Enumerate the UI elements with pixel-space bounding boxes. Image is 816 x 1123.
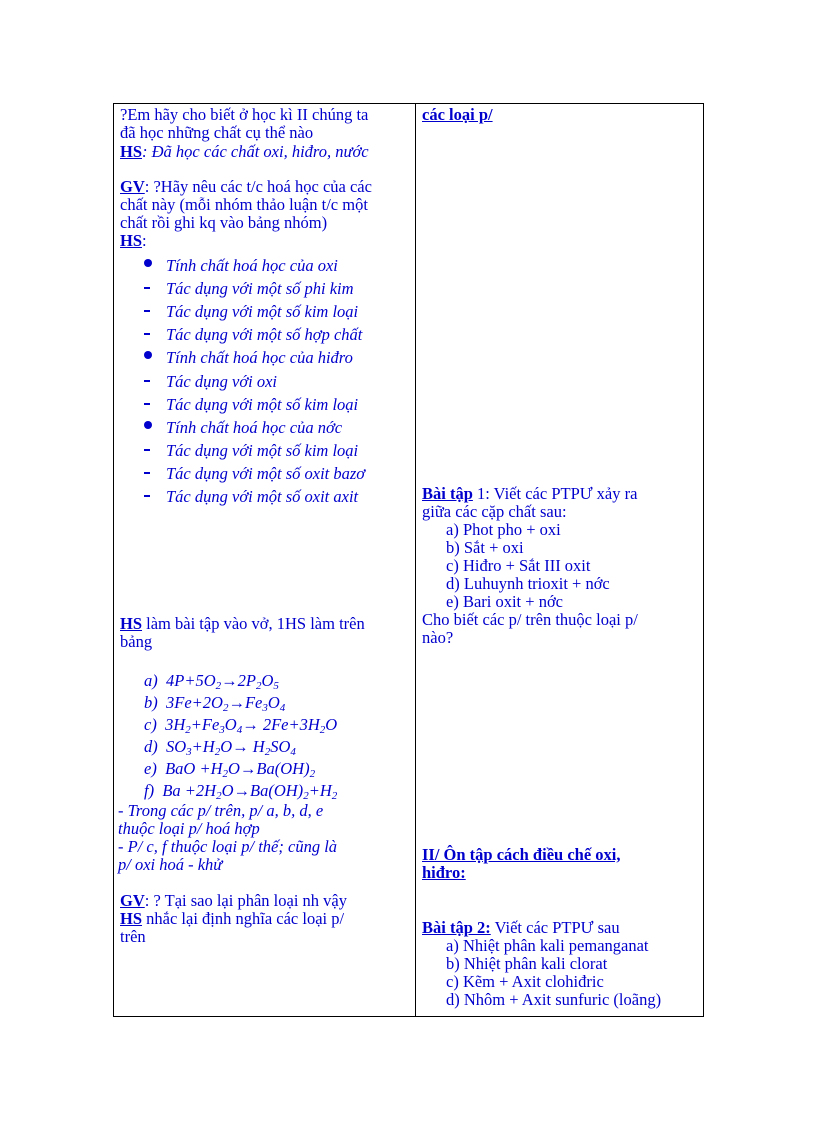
arrow-icon: → xyxy=(221,671,238,690)
list-item: a) Nhiệt phân kali pemanganat xyxy=(446,936,649,955)
column-divider xyxy=(415,103,416,1017)
list-item: Tác dụng với một số kim loại xyxy=(166,441,359,460)
gv-label: GV xyxy=(120,891,145,910)
list-item: Tác dụng với một số oxit axit xyxy=(166,487,359,506)
bullet-icon xyxy=(144,421,152,429)
list-item: Tác dụng với một số kim loại xyxy=(166,302,359,321)
gv-question-line-2: chất này (mỗi nhóm thảo luận t/c một xyxy=(120,195,368,214)
hs-work-line-1: HS làm bài tập vào vở, 1HS làm trên xyxy=(120,614,365,633)
hs-label: HS xyxy=(120,142,143,161)
dash-icon xyxy=(144,472,150,474)
dash-icon xyxy=(144,380,150,382)
dash-icon xyxy=(144,333,150,335)
summary-line-1: - Trong các p/ trên, p/ a, b, d, e xyxy=(118,801,324,820)
dash-icon xyxy=(144,310,150,312)
list-item: Tác dụng với một số oxit bazơ xyxy=(166,464,366,483)
list-item: b) Sắt + oxi xyxy=(446,538,524,557)
exercise-1-question-1: Cho biết các p/ trên thuộc loại p/ xyxy=(422,610,638,629)
arrow-icon: → xyxy=(233,781,251,800)
list-item: b) Nhiệt phân kali clorat xyxy=(446,954,608,973)
bullet-icon xyxy=(144,259,152,267)
gv-question-line-1: GV: ?Hãy nêu các t/c hoá học của các xyxy=(120,177,372,196)
hs-answer-line xyxy=(120,143,369,161)
list-item: c) Hiđro + Sắt III oxit xyxy=(446,556,591,575)
gv-question-2: GV: ? Tại sao lại phân loại nh vậy xyxy=(120,891,347,910)
summary-line-2: thuộc loại p/ hoá hợp xyxy=(118,819,260,838)
list-item: Tính chất hoá học của hiđro xyxy=(166,348,353,367)
list-item: Tác dụng với một số kim loại xyxy=(166,395,359,414)
equation-a: a) $4P+5O_2\to 2P_2O_5$ xyxy=(144,671,279,692)
equation-b: b) $3Fe+2O_2\to Fe_3O_4$ xyxy=(144,693,286,714)
exercise-1-question-2: nào? xyxy=(422,628,454,647)
right-top-text: các loại p/ xyxy=(422,105,493,124)
dash-icon xyxy=(144,495,150,497)
hs-label: HS xyxy=(120,909,143,928)
exercise-2-title: Bài tập 2: Viết các PTPƯ sau xyxy=(422,918,620,937)
section-2-heading-2: hiđro: xyxy=(422,863,466,882)
question-line-2: đã học những chất cụ thể nào xyxy=(120,123,314,142)
section-2-heading-1: II/ Ôn tập cách điều chế oxi, xyxy=(422,845,621,864)
list-item: d) Luhuynh trioxit + nớc xyxy=(446,574,610,593)
equation-d: d) $SO_3+H_2O\to H_2SO_4$ xyxy=(144,737,296,758)
list-item: e) Bari oxit + nớc xyxy=(446,592,563,611)
arrow-icon: → xyxy=(239,759,257,778)
lesson-table xyxy=(113,103,704,1017)
list-item: Tác dụng với một số phi kim xyxy=(166,279,354,298)
list-item: Tác dụng với một số hợp chất xyxy=(166,325,363,344)
equation-c: c) $3H_2+Fe_3O_4\to 2Fe+3H_2O$ xyxy=(144,715,338,736)
list-item: Tính chất hoá học của nớc xyxy=(166,418,343,437)
arrow-icon: → xyxy=(232,737,249,756)
list-item: c) Kẽm + Axit clohiđric xyxy=(446,972,604,991)
summary-line-3: - P/ c, f thuộc loại p/ thế; cũng là xyxy=(118,837,338,856)
hs-reply-line-1: HS nhắc lại định nghĩa các loại p/ xyxy=(120,909,345,928)
hs-label: HS xyxy=(120,231,143,250)
hs-answer: : Đã học các chất oxi, hiđro, nước xyxy=(142,142,369,161)
gv-label: GV xyxy=(120,177,145,196)
exercise-1-label: Bài tập xyxy=(422,484,473,503)
dash-icon xyxy=(144,287,150,289)
hs-work-line-2: bảng xyxy=(120,632,153,651)
list-item: d) Nhôm + Axit sunfuric (loãng) xyxy=(446,990,662,1009)
list-item: a) Phot pho + oxi xyxy=(446,520,561,539)
list-item: Tác dụng với oxi xyxy=(166,372,277,391)
equation-f: f) $Ba +2H_2O\to Ba(OH)_2+H_2$ xyxy=(144,781,338,802)
list-item: Tính chất hoá học của oxi xyxy=(166,256,338,275)
dash-icon xyxy=(144,449,150,451)
bullet-icon xyxy=(144,351,152,359)
hs-label-line: HS: xyxy=(120,231,147,250)
question-line-1: ?Em hãy cho biết ở học kì II chúng ta xyxy=(120,105,369,124)
arrow-icon: → xyxy=(242,715,259,734)
hs-label: HS xyxy=(120,614,143,633)
hs-reply-line-2: trên xyxy=(120,927,146,946)
exercise-2-label: Bài tập 2: xyxy=(422,918,491,937)
exercise-1-title: Bài tập 1: Viết các PTPƯ xảy ra xyxy=(422,484,638,503)
equation-e: e) BaO $+H_2O\to Ba(OH)_2$ xyxy=(144,759,316,780)
arrow-icon: → xyxy=(228,693,245,712)
exercise-1-line-2: giữa các cặp chất sau: xyxy=(422,502,567,521)
summary-line-4: p/ oxi hoá - khử xyxy=(118,855,223,874)
gv-question-line-3: chất rồi ghi kq vào bảng nhóm) xyxy=(120,213,328,232)
dash-icon xyxy=(144,403,150,405)
